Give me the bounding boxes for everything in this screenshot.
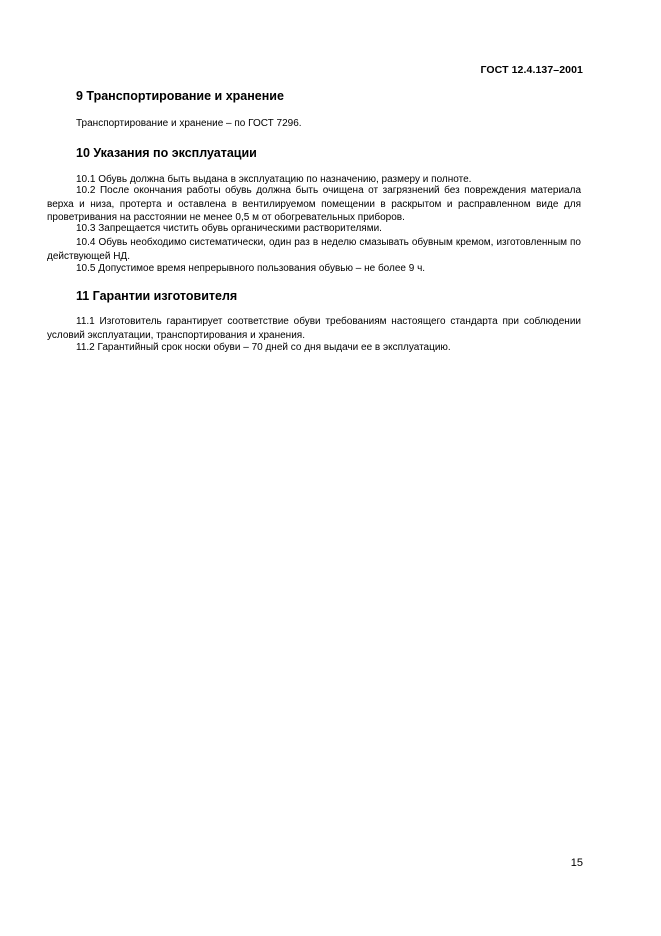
section-10-paragraph-1: 10.1 Обувь должна быть выдана в эксплуатацию по назначению, размеру и полноте.: [76, 174, 472, 185]
page-number: 15: [570, 857, 583, 869]
section-10-paragraph-3: 10.3 Запрещается чистить обувь органическими растворителями.: [76, 223, 382, 234]
section-title-9: 9 Транспортирование и хранение: [76, 89, 284, 103]
section-11-paragraph-1: 11.1 Изготовитель гарантирует соответствие обуви требованиям настоящего стандарта при соблюдении условий эксплуатации, транспортирования и хранения.: [47, 316, 581, 341]
section-11-paragraph-2: 11.2 Гарантийный срок носки обуви – 70 дней со дня выдачи ее в эксплуатацию.: [76, 342, 451, 353]
section-9-paragraph-1: Транспортирование и хранение – по ГОСТ 7296.: [76, 118, 302, 129]
section-10-paragraph-5: 10.5 Допустимое время непрерывного пользования обувью – не более 9 ч.: [76, 263, 426, 274]
section-10-paragraph-4: 10.4 Обувь необходимо систематически, один раз в неделю смазывать обувным кремом, изготовленным по действующей НД.: [47, 237, 581, 262]
standard-code: ГОСТ 12.4.137–2001: [480, 64, 583, 76]
section-title-10: 10 Указания по эксплуатации: [76, 146, 257, 160]
section-title-11: 11 Гарантии изготовителя: [76, 289, 238, 303]
section-10-paragraph-2: 10.2 После окончания работы обувь должна быть очищена от загрязнений без повреждения материала верха и низа, протерта и оставлена в вентилируемом помещении в раскрытом и расправленном виде для проветривания на расстоянии не менее 0,5 м от обогревательных приборов.: [47, 185, 581, 223]
